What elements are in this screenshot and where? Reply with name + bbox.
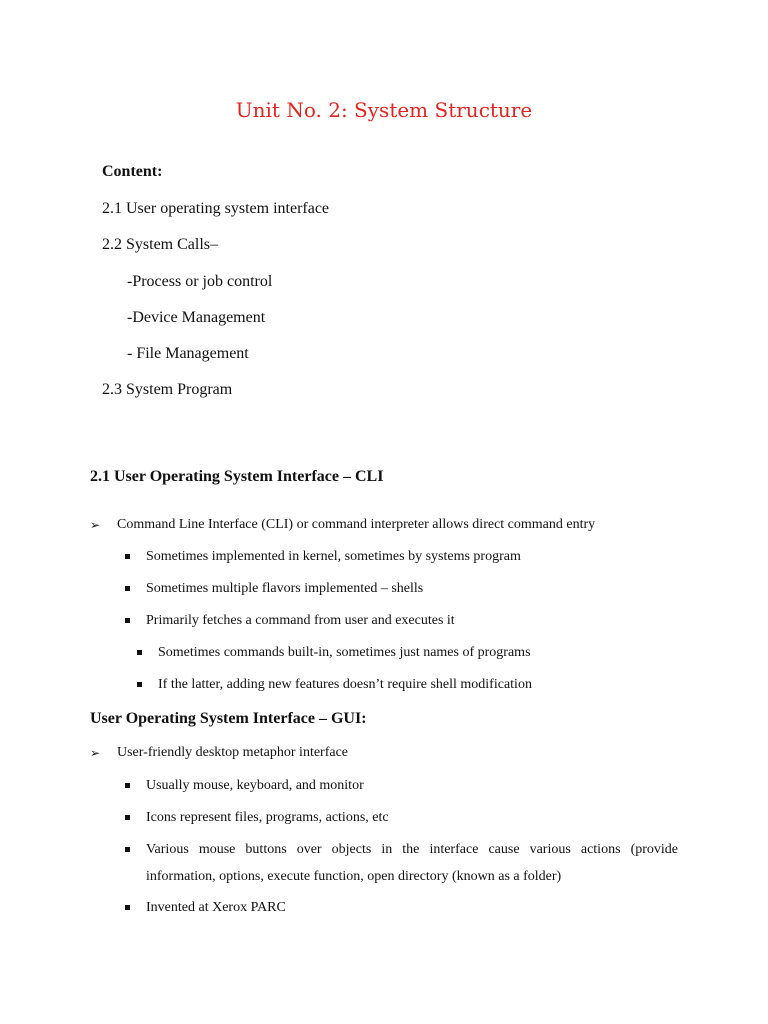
gui-bullet-paragraph: Various mouse buttons over objects in the interface cause various actions (provide information, options, execute function, open directory (known as a folder) <box>146 842 678 884</box>
gui-main-item: User-friendly desktop metaphor interface <box>117 745 349 760</box>
gui-bullet: Invented at Xerox PARC <box>146 900 286 915</box>
toc-subitem: -Device Management <box>127 309 266 326</box>
toc-item: 2.1 User operating system interface <box>102 200 330 217</box>
arrow-bullet-icon: ➢ <box>90 746 101 760</box>
toc-subitem: - File Management <box>127 345 249 362</box>
square-bullet-icon <box>125 847 130 852</box>
section-heading-gui: User Operating System Interface – GUI: <box>90 710 367 727</box>
gui-bullet: Icons represent files, programs, actions, etc <box>146 810 389 825</box>
square-bullet-icon <box>137 682 142 687</box>
square-bullet-icon <box>125 618 130 623</box>
square-bullet-icon <box>137 650 142 655</box>
section-heading-cli: 2.1 User Operating System Interface – CLI <box>90 468 384 485</box>
square-bullet-icon <box>125 905 130 910</box>
cli-sub-bullet: Sometimes commands built-in, sometimes just names of programs <box>158 645 531 660</box>
content-label: Content: <box>102 163 163 180</box>
square-bullet-icon <box>125 815 130 820</box>
cli-bullet: Primarily fetches a command from user and executes it <box>146 613 455 628</box>
toc-subitem: -Process or job control <box>127 273 273 290</box>
page-title: Unit No. 2: System Structure <box>235 98 533 122</box>
square-bullet-icon <box>125 554 130 559</box>
toc-item: 2.3 System Program <box>102 381 233 398</box>
square-bullet-icon <box>125 783 130 788</box>
square-bullet-icon <box>125 586 130 591</box>
gui-bullet: Usually mouse, keyboard, and monitor <box>146 778 364 793</box>
cli-sub-bullet: If the latter, adding new features doesn’t require shell modification <box>158 677 532 692</box>
cli-main-item: Command Line Interface (CLI) or command interpreter allows direct command entry <box>117 517 596 532</box>
cli-bullet: Sometimes implemented in kernel, sometimes by systems program <box>146 549 521 564</box>
arrow-bullet-icon: ➢ <box>90 518 101 532</box>
cli-bullet: Sometimes multiple flavors implemented – shells <box>146 581 424 596</box>
toc-item: 2.2 System Calls– <box>102 236 219 253</box>
